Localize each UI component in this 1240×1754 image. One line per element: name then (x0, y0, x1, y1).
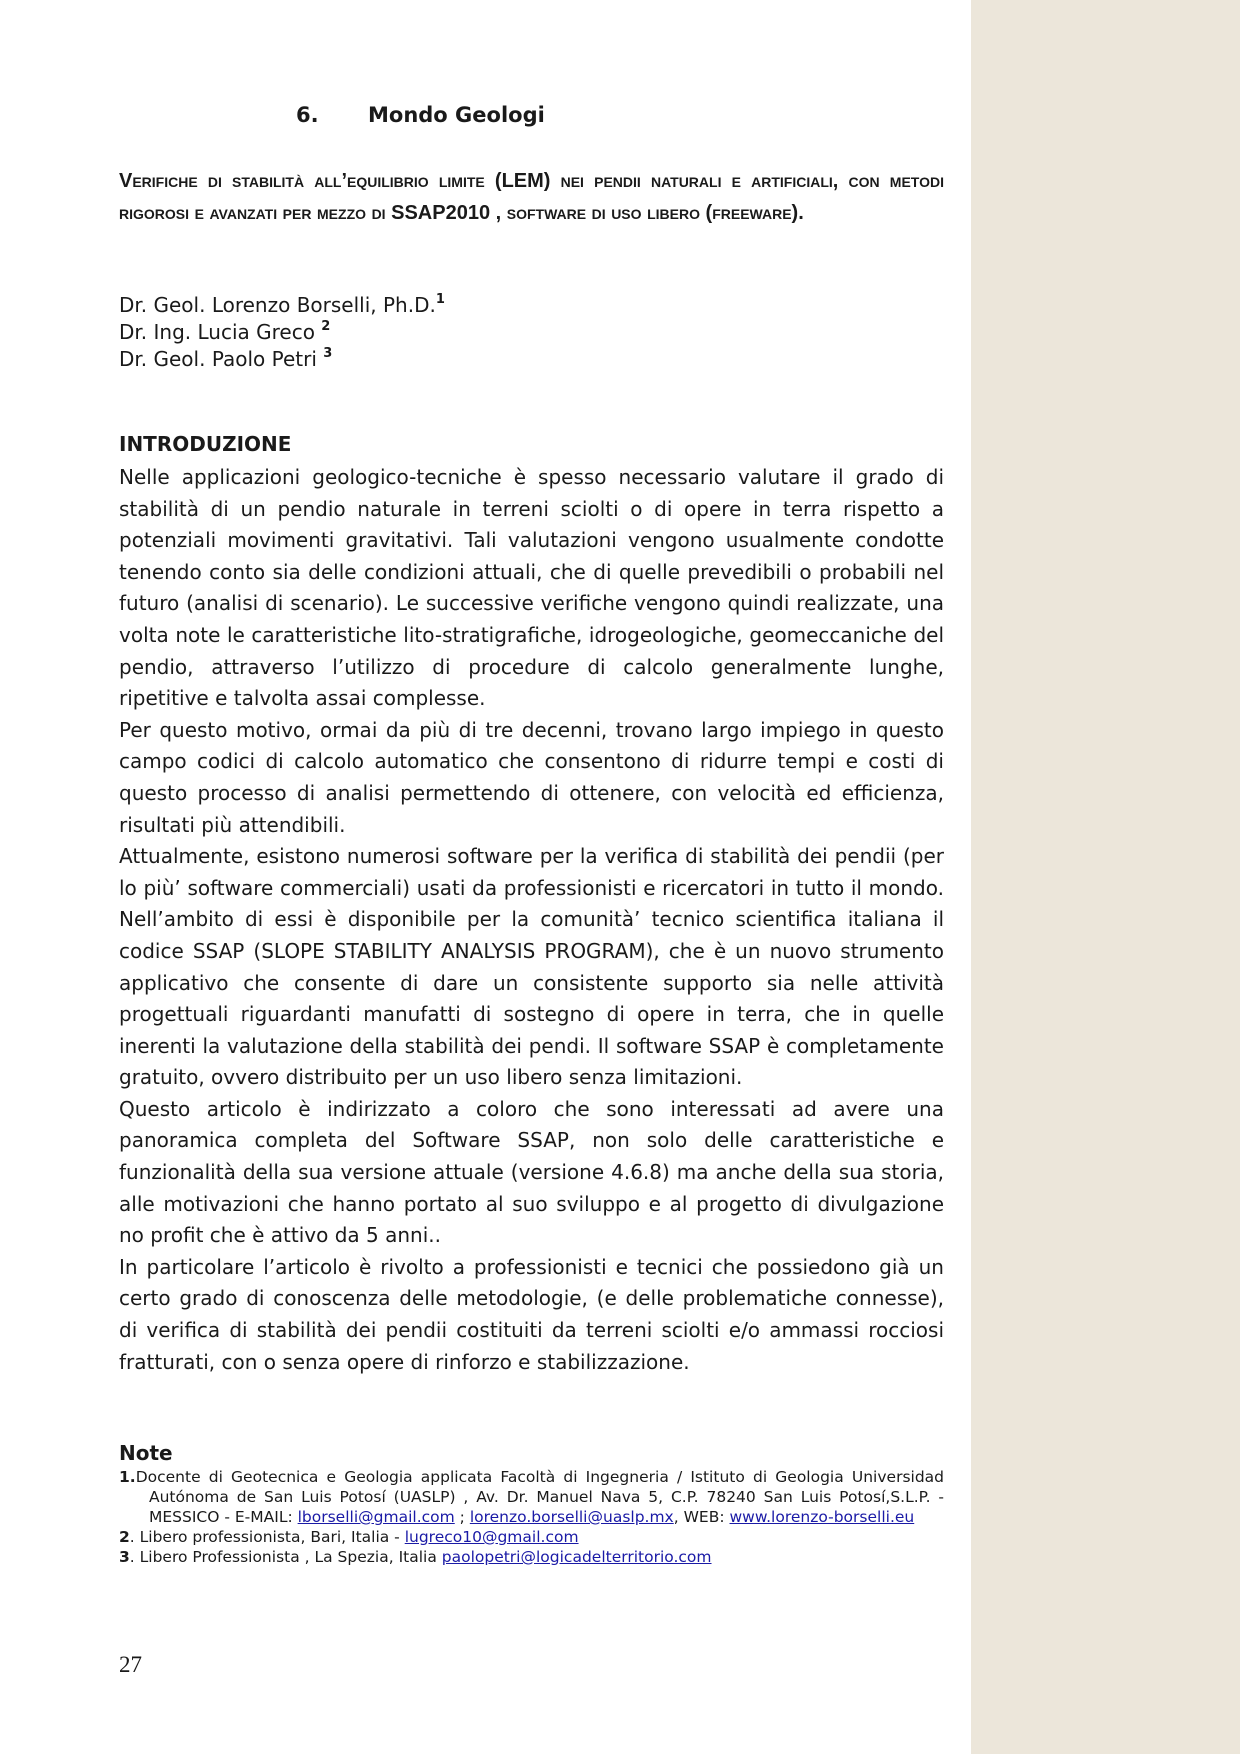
website-link[interactable]: www.lorenzo-borselli.eu (729, 1508, 915, 1526)
email-link[interactable]: lugreco10@gmail.com (404, 1528, 579, 1546)
note-text: . Libero Professionista , La Spezia, Italia (129, 1548, 442, 1566)
paragraph: Per questo motivo, ormai da più di tre decenni, trovano largo impiego in questo campo codici di calcolo automatico che consentono di ridurre tempi e costi di questo processo di analisi permettendo di ottenere, con velocità ed efficienza, risultati più attendibili. (119, 717, 944, 837)
note-separator: ; (454, 1508, 470, 1526)
author-list (119, 292, 445, 373)
email-link[interactable]: lorenzo.borselli@uaslp.mx (469, 1508, 674, 1526)
paragraph: Nelle applicazioni geologico-tecniche è spesso necessario valutare il grado di stabilità di un pendio naturale in terreni sciolti o di opere in terra rispetto a potenziali movimenti gravitativi. Tali valutazioni vengono usualmente condotte tenendo conto sia delle condizioni attuali, che di quelle prevedibili o probabili nel futuro (analisi di scenario). Le successive verifiche vengono quindi realizzate, una volta note le caratteristiche lito-stratigrafiche, idrogeologiche, geomeccaniche del pendio, attraverso l’utilizzo di procedure di calcolo generalmente lunghe, ripetitive e talvolta assai complesse. (119, 465, 944, 711)
section-title: Mondo Geologi (368, 103, 545, 127)
note-number: 1. (119, 1468, 136, 1486)
email-link[interactable]: paolopetri@logicadelterritorio.com (441, 1548, 712, 1566)
notes-heading: Note (119, 1441, 173, 1465)
paragraph: Attualmente, esistono numerosi software per la verifica di stabilità dei pendii (per lo più’ software commerciali) usati da professionisti e ricercatori in tutto il mondo. Nell’ambito di essi è disponibile per la comunità’ tecnico scientifica italiana il codice SSAP (SLOPE STABILITY ANALYSIS PROGRAM), che è un nuovo strumento applicativo che consente di dare un consistente supporto sia nelle attività progettuali riguardanti manufatti di sostegno di opere in terra, che in quelle inerenti la valutazione della stabilità dei pendi. Il software SSAP è completamente gratuito, ovvero distribuito per un uso libero senza limitazioni. (119, 844, 944, 1090)
author-name: Dr. Geol. Paolo Petri (119, 347, 324, 371)
author-3 (119, 346, 445, 373)
intro-heading: INTRODUZIONE (119, 432, 292, 456)
paragraph: Questo articolo è indirizzato a coloro che sono interessati ad avere una panoramica completa del Software SSAP, non solo delle caratteristiche e funzionalità della sua versione attuale (versione 4.6.8) ma anche della sua storia, alle motivazioni che hanno portato al suo sviluppo e al progetto di divulgazione no profit che è attivo da 5 anni.. (119, 1096, 944, 1248)
author-2 (119, 319, 445, 346)
note-text: . Libero professionista, Bari, Italia - (129, 1528, 405, 1546)
paragraph: In particolare l’articolo è rivolto a professionisti e tecnici che possiedono già un certo grado di conoscenza delle metodologie, (e delle problematiche connesse), di verifica di stabilità dei pendii costituiti da terreni sciolti e/o ammassi rocciosi fratturati, con o senza opere di rinforzo e stabilizzazione. (119, 1254, 944, 1374)
intro-body (119, 462, 944, 1378)
author-ref: 2 (321, 319, 331, 334)
note-text: Docente di Geotecnica e Geologia applicata Facoltà di Ingegneria / Istituto di Geologia Universidad Autónoma de San Luis Potosí (UASLP) , Av. Dr. Manuel Nava 5, C.P. 78240 San Luis Potosí,S.L.P. - MESSICO - E-MAIL: (135, 1468, 944, 1526)
author-name: Dr. Ing. Lucia Greco (119, 320, 322, 344)
author-1 (119, 292, 445, 319)
article-title: Verifiche di stabilità all’equilibrio limite (LEM) nei pendii naturali e artificiali, con metodi rigorosi e avanzati per mezzo di SSAP2010 , software di uso libero (freeware). (119, 170, 944, 224)
email-link[interactable]: lborselli@gmail.com (297, 1508, 455, 1526)
author-ref: 1 (435, 292, 445, 307)
side-margin-panel (971, 0, 1240, 1754)
section-heading (296, 103, 545, 127)
note-web-label: , WEB: (673, 1508, 730, 1526)
footnotes (119, 1441, 944, 1567)
note-3 (119, 1547, 944, 1567)
author-name: Dr. Geol. Lorenzo Borselli, Ph.D. (119, 293, 436, 317)
note-1 (119, 1467, 944, 1527)
note-number: 2 (119, 1528, 130, 1546)
note-2 (119, 1527, 944, 1547)
document-page (119, 0, 944, 1754)
author-ref: 3 (323, 346, 333, 361)
page-number: 27 (119, 1652, 142, 1677)
note-number: 3 (119, 1548, 130, 1566)
section-number: 6. (296, 103, 319, 127)
